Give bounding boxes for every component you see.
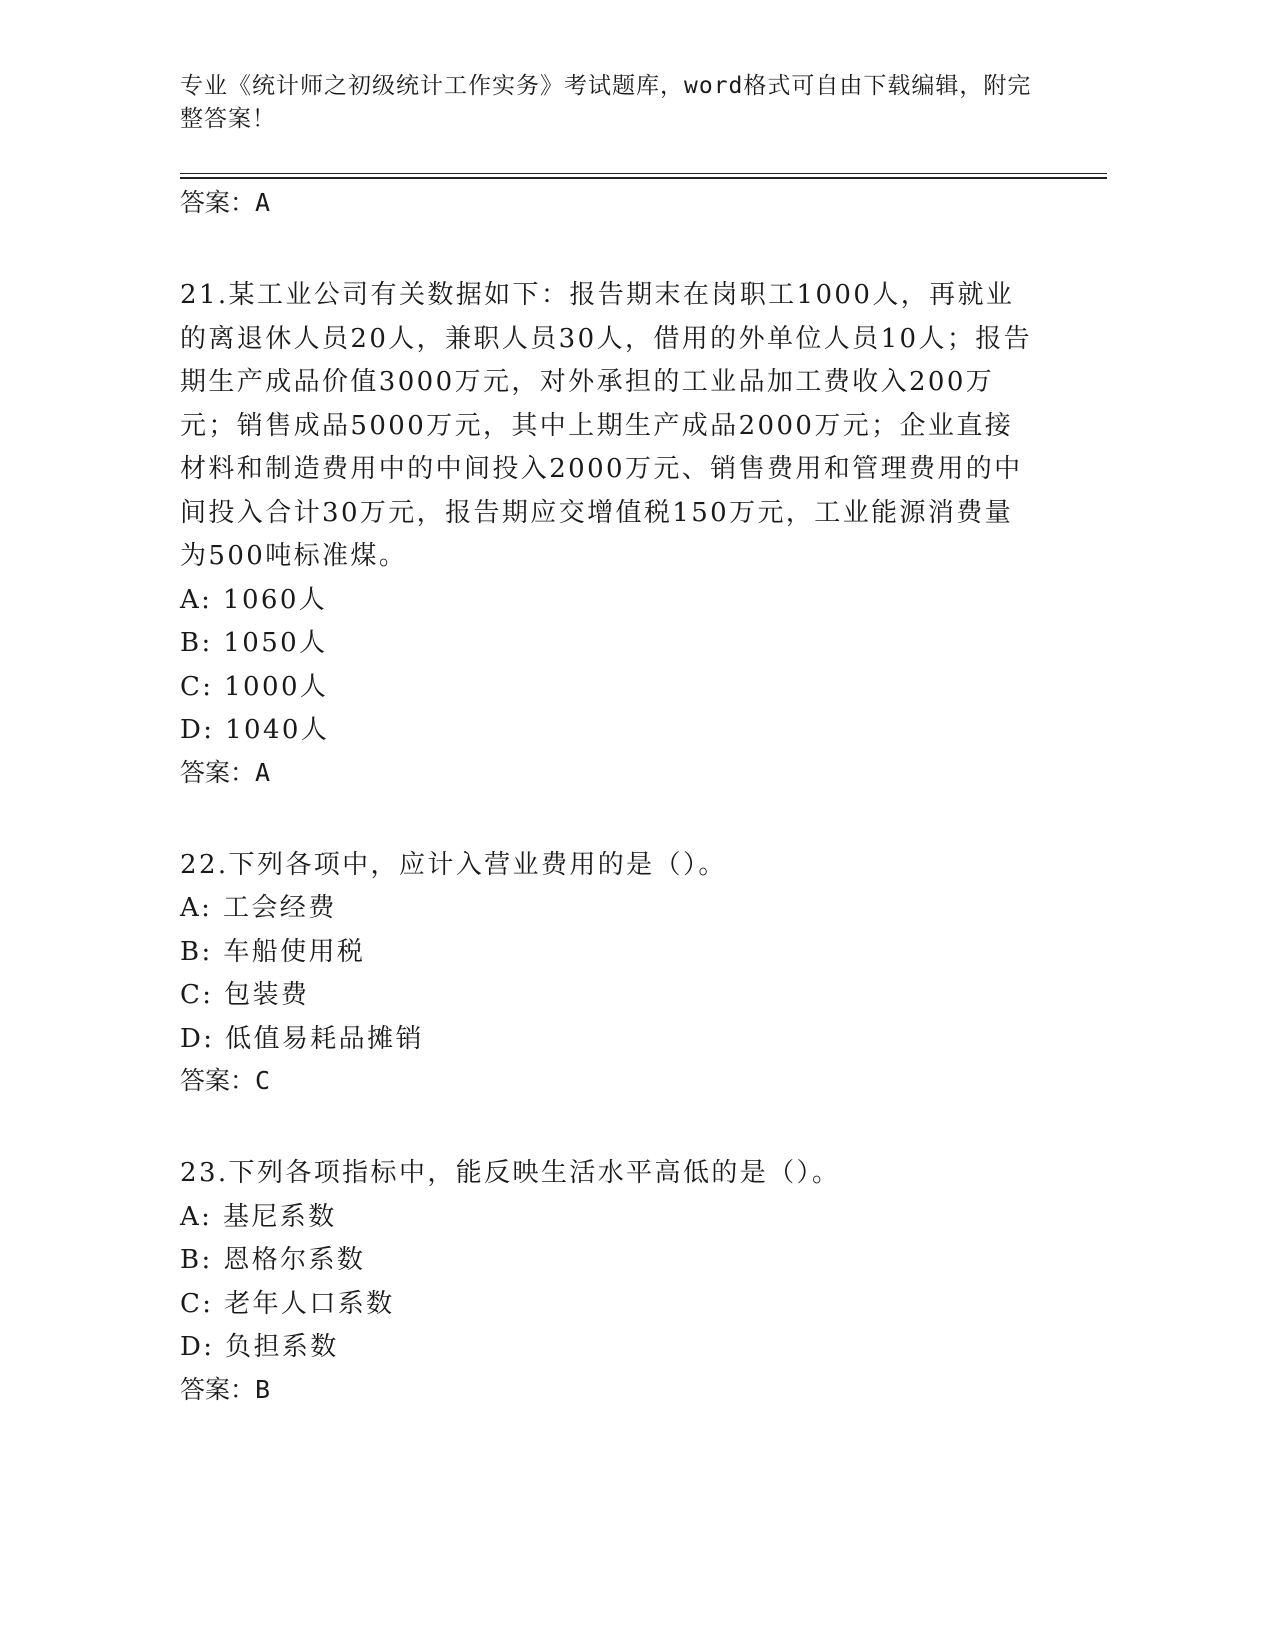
option-c: C: 包装费 (180, 980, 310, 1010)
option-a: A: 工会经费 (180, 893, 337, 923)
question-answer: 答案：A (180, 757, 271, 787)
question-text: 23.下列各项指标中，能反映生活水平高低的是（）。 (180, 1158, 841, 1188)
question-21 (180, 274, 1040, 793)
question-23 (180, 1152, 1040, 1410)
question-text: 22.下列各项中，应计入营业费用的是（）。 (180, 849, 727, 880)
option-d: D: 低值易耗品摊销 (180, 1023, 424, 1054)
question-text: 21.某工业公司有关数据如下：报告期末在岗职工1000人，再就业的离退休人员20人，兼职人员30人，借用的外单位人员10人；报告期生产成品价值3000万元，对外承担的工业品加工费收入200万元；销售成品5000万元，其中上期生产成品2000万元；企业直接材料和制造费用中的中间投入2000万元、销售费用和管理费用的中间投入合计30万元，报告期应交增值税150万元，工业能源消费量为500吨标准煤。 (180, 280, 1033, 571)
question-22 (180, 844, 1040, 1102)
header-divider-thick (180, 177, 1107, 179)
document-header-note: 专业《统计师之初级统计工作实务》考试题库，word格式可自由下载编辑，附完整答案！ (180, 73, 1032, 132)
option-c: C: 老年人口系数 (180, 1288, 395, 1319)
option-c: C: 1000人 (180, 671, 329, 702)
option-a: A: 1060人 (180, 584, 328, 615)
option-d: D: 负担系数 (180, 1332, 339, 1362)
option-a: A: 基尼系数 (180, 1201, 337, 1232)
option-b: B: 1050人 (180, 628, 328, 658)
question-answer: 答案：C (180, 1066, 271, 1095)
header-divider-thin (180, 173, 1107, 174)
option-b: B: 恩格尔系数 (180, 1245, 366, 1275)
option-b: B: 车船使用税 (180, 936, 366, 967)
previous-question-answer: 答案：A (180, 188, 271, 217)
question-answer: 答案：B (180, 1374, 271, 1404)
option-d: D: 1040人 (180, 715, 330, 745)
question-list (180, 183, 1040, 1410)
